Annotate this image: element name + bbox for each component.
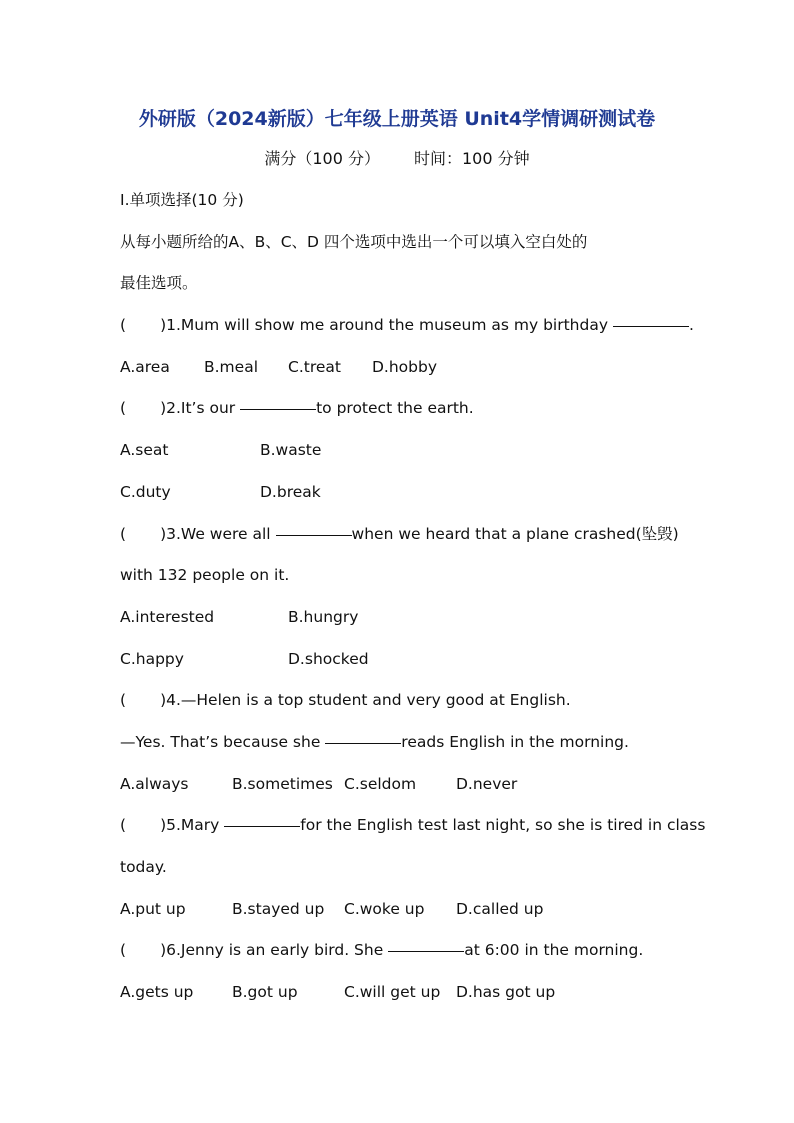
- question-4-options: [120, 764, 710, 806]
- question-2-options-row2: [120, 472, 710, 514]
- exam-meta: [0, 148, 794, 170]
- section-instruction-2: 最佳选项。: [120, 274, 198, 293]
- option-d: D.never: [456, 774, 518, 793]
- question-5-stem: ( )5.Mary for the English test last night, so she is tired in class: [120, 816, 706, 835]
- option-b: B.stayed up: [232, 899, 325, 918]
- section-instruction-1: 从每小题所给的A、B、C、D 四个选项中选出一个可以填入空白处的: [120, 232, 588, 251]
- option-c: C.will get up: [344, 983, 441, 1002]
- option-b: B.hungry: [288, 607, 359, 626]
- section-heading: Ⅰ.单项选择(10 分): [120, 191, 244, 209]
- question-3-options-row2: [120, 639, 710, 681]
- option-a: A.gets up: [120, 983, 194, 1002]
- question-4-reply: —Yes. That’s because she reads English in the morning.: [120, 732, 629, 751]
- option-a: A.always: [120, 774, 189, 793]
- answer-blank: [224, 825, 300, 827]
- option-c: C.duty: [120, 482, 171, 501]
- option-d: D.called up: [456, 899, 544, 918]
- question-5-stem-cont: today.: [120, 858, 167, 876]
- option-b: B.waste: [260, 441, 322, 460]
- page-title: 外研版（2024新版）七年级上册英语 Unit4学情调研测试卷: [138, 108, 656, 130]
- option-a: A.put up: [120, 899, 186, 918]
- full-score: 满分（100 分）: [264, 149, 380, 168]
- answer-blank: [613, 325, 689, 327]
- question-3-stem: ( )3.We were all when we heard that a plane crashed(坠毁): [120, 524, 679, 543]
- question-1-options: [120, 347, 710, 389]
- option-c: C.woke up: [344, 899, 425, 918]
- time-limit: 时间：100 分钟: [414, 149, 530, 168]
- question-2-stem: ( )2.It’s our to protect the earth.: [120, 399, 474, 418]
- answer-blank: [325, 742, 401, 744]
- question-1-stem: ( )1.Mum will show me around the museum as my birthday .: [120, 316, 694, 335]
- question-6-stem: ( )6.Jenny is an early bird. She at 6:00 in the morning.: [120, 941, 644, 960]
- answer-blank: [276, 534, 352, 536]
- question-4-stem: ( )4.—Helen is a top student and very good at English.: [120, 691, 571, 710]
- option-d: D.has got up: [456, 983, 556, 1002]
- option-d: D.hobby: [372, 357, 438, 376]
- option-a: A.interested: [120, 607, 215, 626]
- question-5-options: [120, 889, 710, 931]
- answer-blank: [240, 408, 316, 410]
- option-d: D.shocked: [288, 649, 369, 668]
- question-6-options: [120, 972, 710, 1014]
- question-2-options-row1: [120, 430, 710, 472]
- option-c: C.happy: [120, 649, 184, 668]
- option-c: C.treat: [288, 357, 341, 376]
- option-a: A.seat: [120, 441, 169, 460]
- option-b: B.sometimes: [232, 774, 333, 793]
- option-b: B.got up: [232, 983, 298, 1002]
- question-3-stem-cont: with 132 people on it.: [120, 566, 290, 585]
- question-3-options-row1: [120, 597, 710, 639]
- option-d: D.break: [260, 482, 321, 501]
- answer-blank: [388, 950, 464, 952]
- option-c: C.seldom: [344, 774, 417, 793]
- option-a: A.area: [120, 357, 170, 376]
- exam-body: [120, 180, 710, 1014]
- option-b: B.meal: [204, 357, 259, 376]
